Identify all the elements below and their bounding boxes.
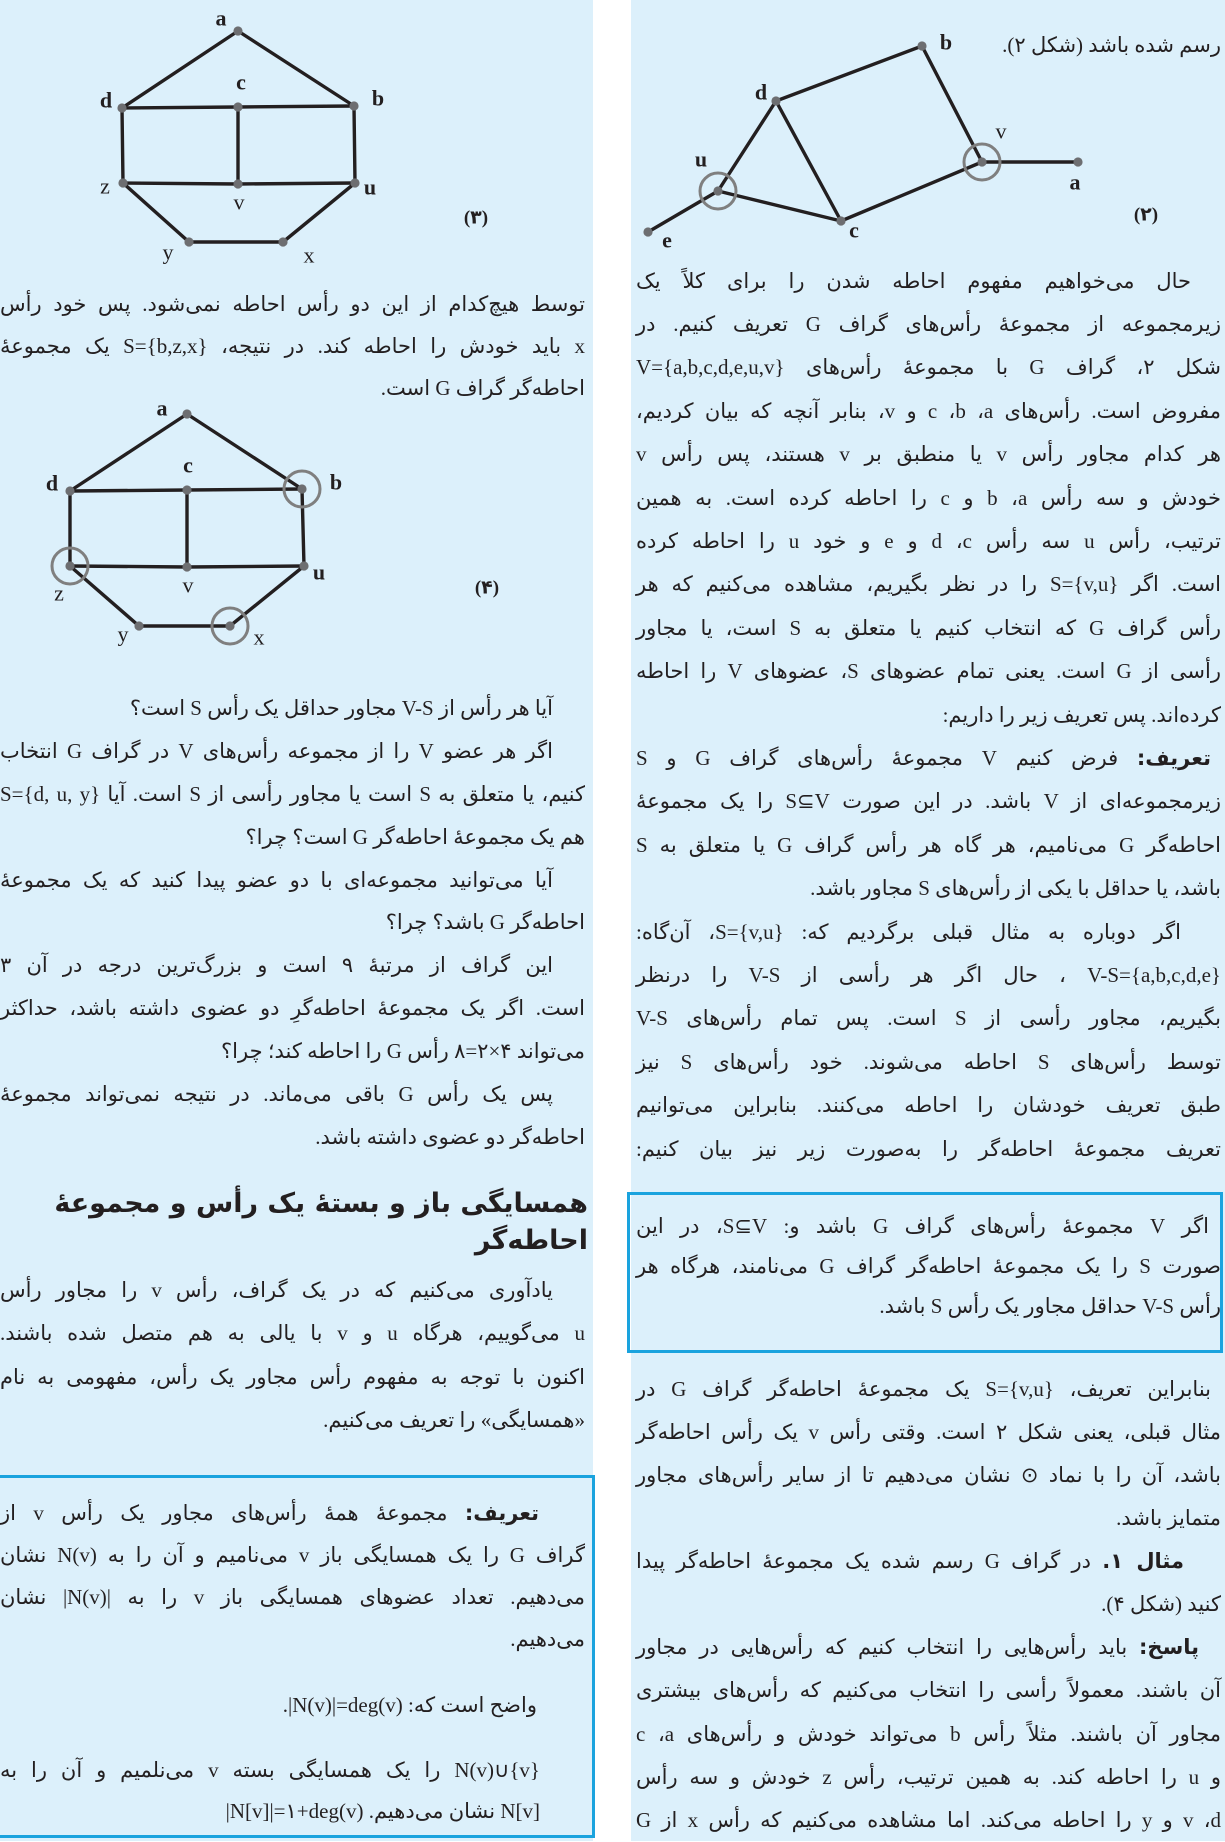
vertex-c: [182, 485, 191, 494]
vertex-label-u: u: [694, 146, 708, 172]
paragraph-line: تعریف مجموعهٔ احاطه‌گر را به‌صورت زیر نیز بیان کنیم:: [636, 1137, 1221, 1161]
edge: [122, 107, 238, 108]
edge: [123, 183, 189, 242]
definition-line: [636, 737, 1221, 780]
paragraph-line: رأسی از G است. یعنی تمام عضوهای S، عضوهای V را احاطه: [636, 659, 1221, 683]
question-line: هم یک مجموعهٔ احاطه‌گر G است؟ چرا؟: [245, 825, 585, 849]
figure-intro-text: رسم شده باشد (شکل ۲).: [1002, 33, 1221, 57]
definition-text: فرض کنیم V مجموعهٔ رأس‌های گراف G و S: [636, 746, 1137, 770]
vertex-label-b: b: [329, 469, 343, 495]
paragraph-line: است. اگر ⁦S={v,u}⁩ را در نظر بگیریم، مشاهده می‌کنیم که هر: [636, 572, 1221, 596]
answer-line: و u را احاطه کند. به همین ترتیب، رأس z خودش و سه رأس: [636, 1765, 1221, 1789]
boxed-definition-line: اگر V مجموعهٔ رأس‌های گراف G باشد و: ⁦S⊆V⁩، در این: [636, 1214, 1210, 1238]
paragraph-line: متمایز باشد.: [1116, 1506, 1221, 1530]
edge: [718, 101, 776, 191]
paragraph-line: زیرمجموعه از مجموعهٔ رأس‌های گراف G تعریف کنیم. در: [636, 312, 1221, 336]
vertex-v: [182, 562, 191, 571]
vertex-c: [233, 102, 242, 111]
definition-line: احاطه‌گر G می‌نامیم، هر گاه هر رأس گراف G یا متعلق به S: [636, 833, 1222, 857]
paragraph-line: کرده‌اند. پس تعریف زیر را داریم:: [942, 703, 1221, 727]
edge: [302, 489, 304, 566]
vertex-label-v: v: [995, 118, 1007, 144]
vertex-label-b: b: [939, 29, 953, 55]
vertex-z: [118, 178, 127, 187]
question-line: آیا هر رأس از V-S مجاور حداقل یک رأس S است؟: [129, 696, 553, 720]
edge: [776, 101, 841, 221]
paragraph-line: اگر دوباره به مثال قبلی برگردیم که: ⁦S={v,u}⁩، آن‌گاه:: [636, 920, 1181, 944]
paragraph-line: x باید خودش را احاطه کند. در نتیجه، ⁦S={b,z,x}⁩ یک مجموعهٔ: [0, 334, 585, 358]
vertex-d: [117, 103, 126, 112]
answer-label: پاسخ:: [1139, 1635, 1199, 1659]
paragraph-line: خودش و سه رأس a‏، b و c را احاطه کرده است. به همین: [636, 486, 1221, 510]
vertex-v: [233, 179, 242, 188]
vertex-label-b: b: [371, 85, 385, 111]
vertex-label-d: d: [754, 79, 768, 105]
definition-line: ⁦N(v)∪{v}⁩ را یک همسایگی بسته v می‌نلمیم و آن را به: [0, 1758, 540, 1782]
edge: [238, 31, 354, 106]
paragraph-line: هر کدام مجاور رأس v یا منطبق بر v هستند، پس رأس v: [636, 442, 1221, 466]
edge: [70, 490, 187, 491]
answer-text: باید رأس‌هایی را انتخاب کنیم که رأس‌هایی در مجاور: [636, 1635, 1140, 1659]
vertex-c: [836, 216, 845, 225]
question-line: کنیم، یا متعلق به S است یا مجاور رأسی از S است. آیا ⁦S={d, u, y}⁩: [0, 782, 585, 806]
vertex-label-d: d: [45, 470, 59, 496]
paragraph-line: رأس گراف G که انتخاب کنیم یا متعلق به S است، یا مجاور: [636, 616, 1221, 640]
vertex-b: [349, 101, 358, 110]
vertex-label-u: u: [363, 174, 377, 200]
vertex-b: [917, 41, 926, 50]
edge: [841, 162, 982, 221]
example-label: مثال ۱.: [1102, 1549, 1184, 1573]
figure-caption: (۲): [1133, 204, 1159, 226]
definition-line: [0, 1492, 585, 1535]
question-line: آیا می‌توانید مجموعه‌ای با دو عضو پیدا کنید که یک مجموعهٔ: [0, 868, 553, 892]
question-line: این گراف از مرتبهٔ ۹ است و بزرگ‌ترین درجه در آن ۳: [0, 953, 553, 977]
vertex-a: [233, 26, 242, 35]
vertex-label-c: c: [849, 217, 859, 243]
example-line: [636, 1540, 1221, 1583]
vertex-y: [134, 621, 143, 630]
definition-line: می‌دهیم. تعداد عضوهای همسایگی باز v را به ⁦|N(v)|⁩ نشان: [0, 1585, 585, 1609]
boxed-definition-line: رأس V-S حداقل مجاور یک رأس S باشد.: [879, 1294, 1221, 1318]
paragraph-line: باشد، آن را با نماد ⊙ نشان می‌دهیم تا از سایر رأس‌های مجاور: [636, 1463, 1221, 1487]
edge: [230, 566, 304, 626]
vertex-v: [977, 157, 986, 166]
definition-line: زیرمجموعه‌ای از V باشد. در این صورت ⁦S⊆V⁩ را یک مجموعهٔ: [636, 789, 1221, 813]
vertex-x: [225, 621, 234, 630]
vertex-label-a: a: [215, 5, 227, 31]
question-line: است. اگر یک مجموعهٔ احاطه‌گرِ دو عضوی داشته باشد، حداکثر: [0, 996, 585, 1020]
right-column: [631, 0, 1225, 1841]
vertex-label-v: v: [182, 572, 194, 598]
edge: [776, 46, 922, 101]
boxed-definition-line: صورت S را یک مجموعهٔ احاطه‌گر گراف G می‌نامند، هرگاه هر: [636, 1254, 1221, 1278]
paragraph-line: «همسایگی» را تعریف می‌کنیم.: [323, 1408, 585, 1432]
edge: [648, 191, 718, 232]
vertex-d: [771, 96, 780, 105]
edge: [122, 108, 123, 183]
formula-line: ⁦N[v]⁩ نشان می‌دهیم. ⁦|N[v]|=۱+deg(v)⁩: [225, 1799, 540, 1823]
vertex-y: [184, 237, 193, 246]
figure-3-graph: [0, 0, 593, 270]
example-text: در گراف G رسم شده یک مجموعهٔ احاطه‌گر پیدا: [636, 1549, 1103, 1573]
vertex-u: [299, 561, 308, 570]
vertex-a: [1073, 157, 1082, 166]
answer-line: مجاور آن باشند. مثلاً رأس b می‌تواند خودش و رأس‌های a‏، c: [636, 1722, 1222, 1746]
definition-line: گراف G را یک همسایگی باز v می‌نامیم و آن را به ⁦N(v)⁩ نشان: [0, 1543, 585, 1567]
answer-line: [636, 1626, 1221, 1669]
vertex-label-a: a: [1069, 169, 1081, 195]
section-heading: احاطه‌گر: [474, 1225, 588, 1256]
vertex-label-a: a: [156, 395, 168, 421]
edge: [122, 31, 238, 108]
formula-line: واضح است که: ⁦|N(v)|=deg(v)⁩.: [282, 1693, 537, 1717]
edge: [238, 183, 355, 184]
paragraph-line: احاطه‌گر گراف G است.: [380, 376, 585, 400]
paragraph-line: توسط هیچ‌کدام از این دو رأس احاطه نمی‌شود. پس خود رأس: [0, 292, 585, 316]
vertex-u: [713, 186, 722, 195]
edge: [70, 566, 139, 626]
definition-label: تعریف:: [1136, 746, 1211, 770]
definition-line: می‌دهیم.: [510, 1627, 585, 1651]
paragraph-line: حال می‌خواهیم مفهوم احاطه شدن را برای کلاً یک: [636, 269, 1191, 293]
vertex-x: [278, 237, 287, 246]
question-line: می‌تواند ⁦۸=۲×۴⁩ رأس G را احاطه کند؛ چرا؟: [221, 1039, 585, 1063]
paragraph-line: شکل ۲، گراف G با مجموعهٔ رأس‌های ⁦V={a,b,c,d,e,u,v}⁩: [636, 355, 1221, 379]
vertex-label-z: z: [100, 173, 110, 199]
left-column: [0, 0, 593, 1841]
answer-line: d‏، v و y را احاطه می‌کند. اما مشاهده می‌کنیم که رأس x از G: [636, 1808, 1221, 1832]
vertex-d: [65, 486, 74, 495]
paragraph-line: بنابراین تعریف، ⁦S={v,u}⁩ یک مجموعهٔ احاطه‌گر گراف G در: [636, 1377, 1211, 1401]
vertex-label-u: u: [312, 559, 326, 585]
edge: [238, 106, 354, 107]
vertex-e: [643, 227, 652, 236]
vertex-label-y: y: [162, 239, 174, 265]
paragraph-line: بگیریم، مجاور رأسی از S است. پس تمام رأس‌های V-S: [636, 1006, 1222, 1030]
figure-caption: (۴): [474, 577, 500, 599]
vertex-a: [182, 409, 191, 418]
paragraph-line: توسط رأس‌های S احاطه می‌شوند. خود رأس‌های S نیز: [636, 1050, 1221, 1074]
paragraph-line: مثال قبلی، یعنی شکل ۲ است. وقتی رأس v یک رأس احاطه‌گر: [636, 1420, 1222, 1444]
vertex-label-d: d: [99, 87, 113, 113]
vertex-label-x: x: [253, 624, 265, 650]
figure-2-graph: [631, 0, 1225, 258]
vertex-label-c: c: [183, 452, 193, 478]
paragraph-line: ترتیب، رأس u سه رأس c‏، d و e و خود u را احاطه کرده: [636, 529, 1222, 553]
figure-4-graph: [0, 395, 593, 660]
vertex-u: [350, 178, 359, 187]
paragraph-line: u می‌گوییم، هرگاه u و v با یالی به هم متصل شده باشند.: [0, 1321, 585, 1345]
vertex-label-c: c: [236, 69, 246, 95]
edge: [123, 183, 238, 184]
figure-caption: (۳): [463, 207, 489, 229]
definition-label: تعریف:: [464, 1501, 540, 1525]
section-heading: همسایگی باز و بستهٔ یک رأس و مجموعهٔ: [54, 1188, 588, 1219]
edge: [354, 106, 355, 183]
paragraph-line: ⁦V-S={a,b,c,d,e}⁩ ، حال اگر هر رأسی از V-S را درنظر: [636, 963, 1221, 987]
edge: [70, 414, 187, 491]
vertex-z: [65, 561, 74, 570]
edge: [922, 46, 982, 162]
paragraph-line: طبق تعریف خودشان را احاطه می‌کنند. بنابراین می‌توانیم: [636, 1093, 1221, 1117]
question-line: اگر هر عضو V را از مجموعه رأس‌های V در گراف G انتخاب: [0, 739, 553, 763]
vertex-label-z: z: [54, 580, 64, 606]
edge: [187, 566, 304, 567]
paragraph-line: یادآوری می‌کنیم که در یک گراف، رأس v را مجاور رأس: [0, 1278, 553, 1302]
question-line: احاطه‌گر G باشد؟ چرا؟: [385, 910, 585, 934]
vertex-label-x: x: [303, 242, 315, 268]
vertex-label-y: y: [117, 621, 129, 647]
vertex-label-v: v: [233, 189, 245, 215]
question-line: پس یک رأس G باقی می‌ماند. در نتیجه نمی‌تواند مجموعهٔ: [0, 1082, 553, 1106]
vertex-b: [297, 484, 306, 493]
vertex-label-e: e: [662, 227, 672, 253]
answer-line: آن باشند. معمولاً رأسی را انتخاب می‌کنیم که رأس‌های بیشتری: [636, 1678, 1221, 1702]
example-line: کنید (شکل ۴).: [1101, 1592, 1221, 1616]
paragraph-line: اکنون با توجه به مفهوم رأس مجاور یک رأس، مفهومی به نام: [0, 1365, 585, 1389]
edge: [187, 414, 302, 489]
definition-line: باشد، یا حداقل با یکی از رأس‌های S مجاور باشد.: [810, 876, 1221, 900]
question-line: احاطه‌گر دو عضوی داشته باشد.: [315, 1125, 585, 1149]
definition-text: مجموعهٔ همهٔ رأس‌های مجاور یک رأس v از: [0, 1501, 465, 1525]
edge: [283, 183, 355, 242]
paragraph-line: مفروض است. رأس‌های a‏، b‏، c و v، بنابر آنچه که بیان کردیم،: [636, 399, 1221, 423]
